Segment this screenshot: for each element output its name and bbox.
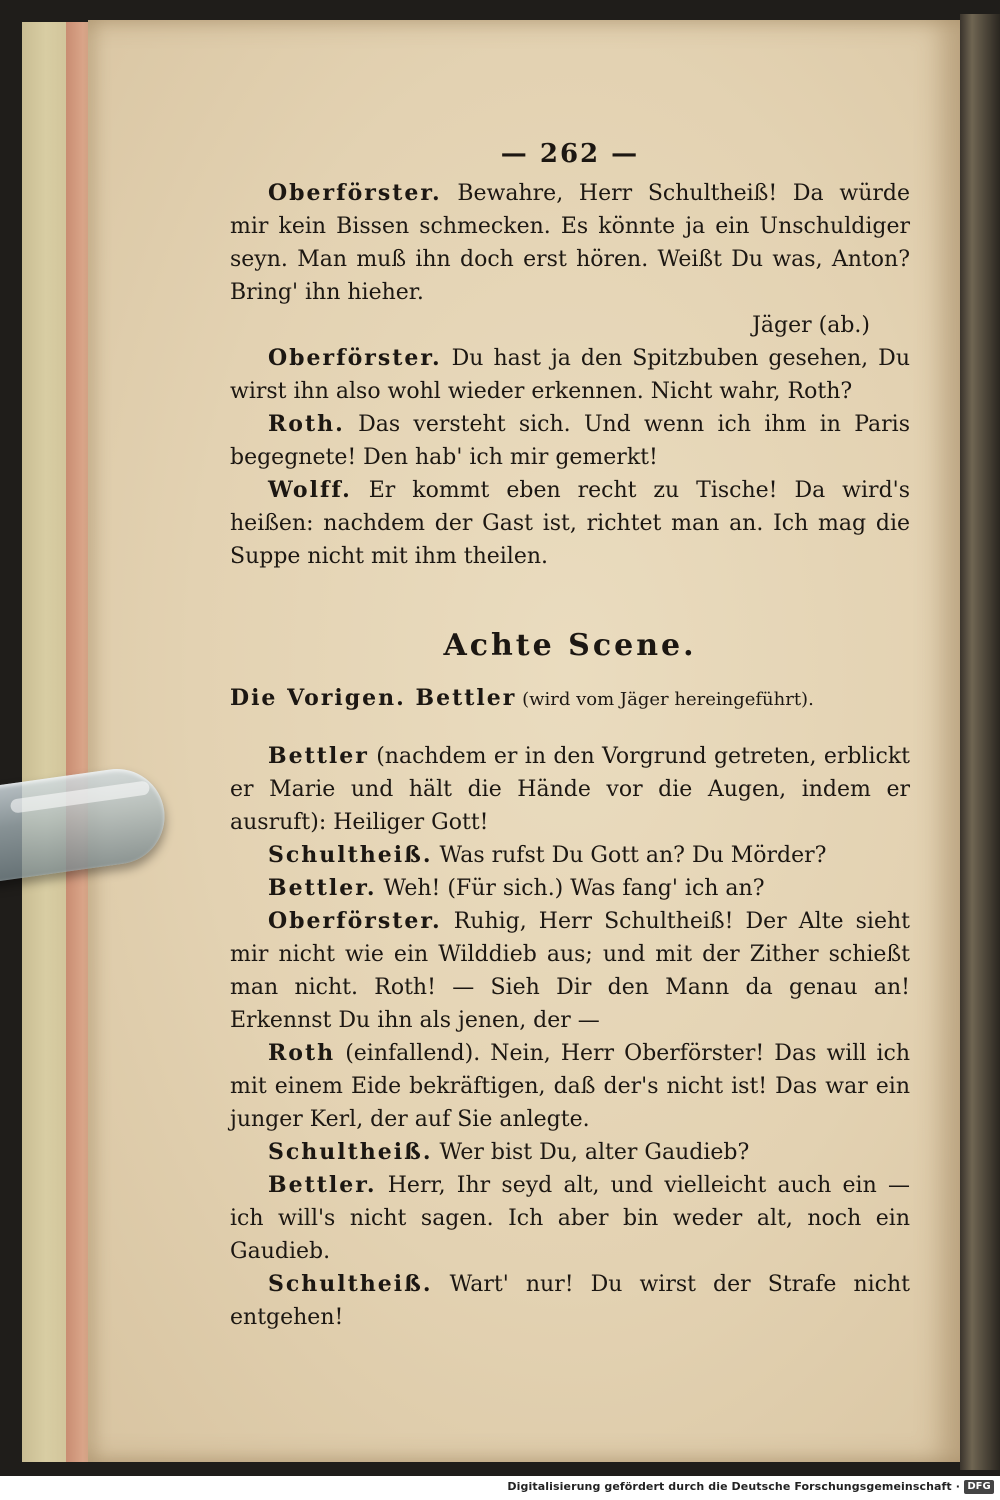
dialogue-paragraph bbox=[230, 1268, 910, 1334]
dialogue-paragraph bbox=[230, 1136, 910, 1169]
scene-title: Achte Scene. bbox=[443, 628, 697, 663]
speaker-name: Wolff. bbox=[268, 477, 352, 503]
speaker-name: Oberförster. bbox=[268, 180, 442, 206]
dialogue-paragraph bbox=[230, 342, 910, 408]
speaker-name: Schultheiß. bbox=[268, 1139, 433, 1165]
stage-direction: Jäger (ab.) bbox=[752, 313, 870, 338]
dialogue-paragraph bbox=[230, 177, 910, 309]
dialogue-text: Was rufst Du Gott an? Du Mörder? bbox=[432, 843, 827, 868]
speaker-name: Bettler. bbox=[268, 875, 377, 901]
dialogue-paragraph bbox=[230, 872, 910, 905]
dialogue-text: Ruhig, Herr Schultheiß! Der Alte sieht mir nicht wie ein Wilddieb aus; und mit der Zither schießt man nicht. Roth! — Sieh Dir den Mann da genau an! Erkennst Du ihn als jenen, der — bbox=[230, 909, 910, 1033]
book-spine-edge bbox=[960, 14, 1000, 1470]
dialogue-text: Du hast ja den Spitzbuben gesehen, Du wirst ihn also wohl wieder erkennen. Nicht wahr, Roth? bbox=[230, 346, 910, 404]
speaker-name: Oberförster. bbox=[268, 908, 442, 934]
scene-persons: Die Vorigen. Bettler (wird vom Jäger hereingeführt). bbox=[230, 685, 814, 711]
dialogue-paragraph bbox=[230, 1037, 910, 1136]
dialogue-paragraph bbox=[230, 905, 910, 1037]
page-text bbox=[230, 138, 910, 1334]
speaker-name: Roth. bbox=[268, 411, 345, 437]
dialogue-paragraph bbox=[230, 740, 910, 839]
speaker-name: Schultheiß. bbox=[268, 1271, 433, 1297]
speaker-name: Bettler bbox=[268, 743, 369, 769]
dialogue-paragraph bbox=[230, 1169, 910, 1268]
speaker-name: Schultheiß. bbox=[268, 842, 433, 868]
dfg-logo: DFG bbox=[964, 1480, 994, 1494]
speaker-name: Bettler. bbox=[268, 1172, 377, 1198]
dialogue-text: Wer bist Du, alter Gaudieb? bbox=[432, 1140, 750, 1165]
dialogue-text: Herr, Ihr seyd alt, und vielleicht auch ein — ich will's nicht sagen. Ich aber bin weder alt, noch ein Gaudieb. bbox=[230, 1173, 910, 1264]
page-number: — 262 — bbox=[500, 139, 640, 169]
dialogue-paragraph bbox=[230, 408, 910, 474]
dialogue-text: Wart' nur! Du wirst der Strafe nicht entgehen! bbox=[230, 1272, 910, 1330]
dialogue-text: Das versteht sich. Und wenn ich ihm in Paris begegnete! Den hab' ich mir gemerkt! bbox=[230, 412, 910, 470]
dialogue-text: Weh! (Für sich.) Was fang' ich an? bbox=[376, 876, 765, 901]
speaker-name: Roth bbox=[268, 1040, 336, 1066]
funding-note: Digitalisierung gefördert durch die Deutsche Forschungsgemeinschaft · bbox=[507, 1480, 960, 1493]
dialogue-text: Bewahre, Herr Schultheiß! Da würde mir kein Bissen schmecken. Es könnte ja ein Unschuldiger seyn. Man muß ihn doch erst hören. Weißt Du was, Anton? Bring' ihn hieher. bbox=[230, 181, 910, 305]
dialogue-text: (einfallend). Nein, Herr Oberförster! Das will ich mit einem Eide bekräftigen, daß der's nicht ist! Das war ein junger Kerl, der auf Sie anlegte. bbox=[230, 1041, 910, 1132]
speaker-name: Oberförster. bbox=[268, 345, 442, 371]
dialogue-text: (nachdem er in den Vorgrund getreten, erblickt er Marie und hält die Hände vor die Augen, indem er ausruft): Heiliger Gott! bbox=[230, 744, 910, 835]
dialogue-paragraph bbox=[230, 474, 910, 573]
dialogue-paragraph bbox=[230, 839, 910, 872]
dialogue-text: Er kommt eben recht zu Tische! Da wird's heißen: nachdem der Gast ist, richtet man an. Ich mag die Suppe nicht mit ihm theilen. bbox=[230, 478, 910, 569]
